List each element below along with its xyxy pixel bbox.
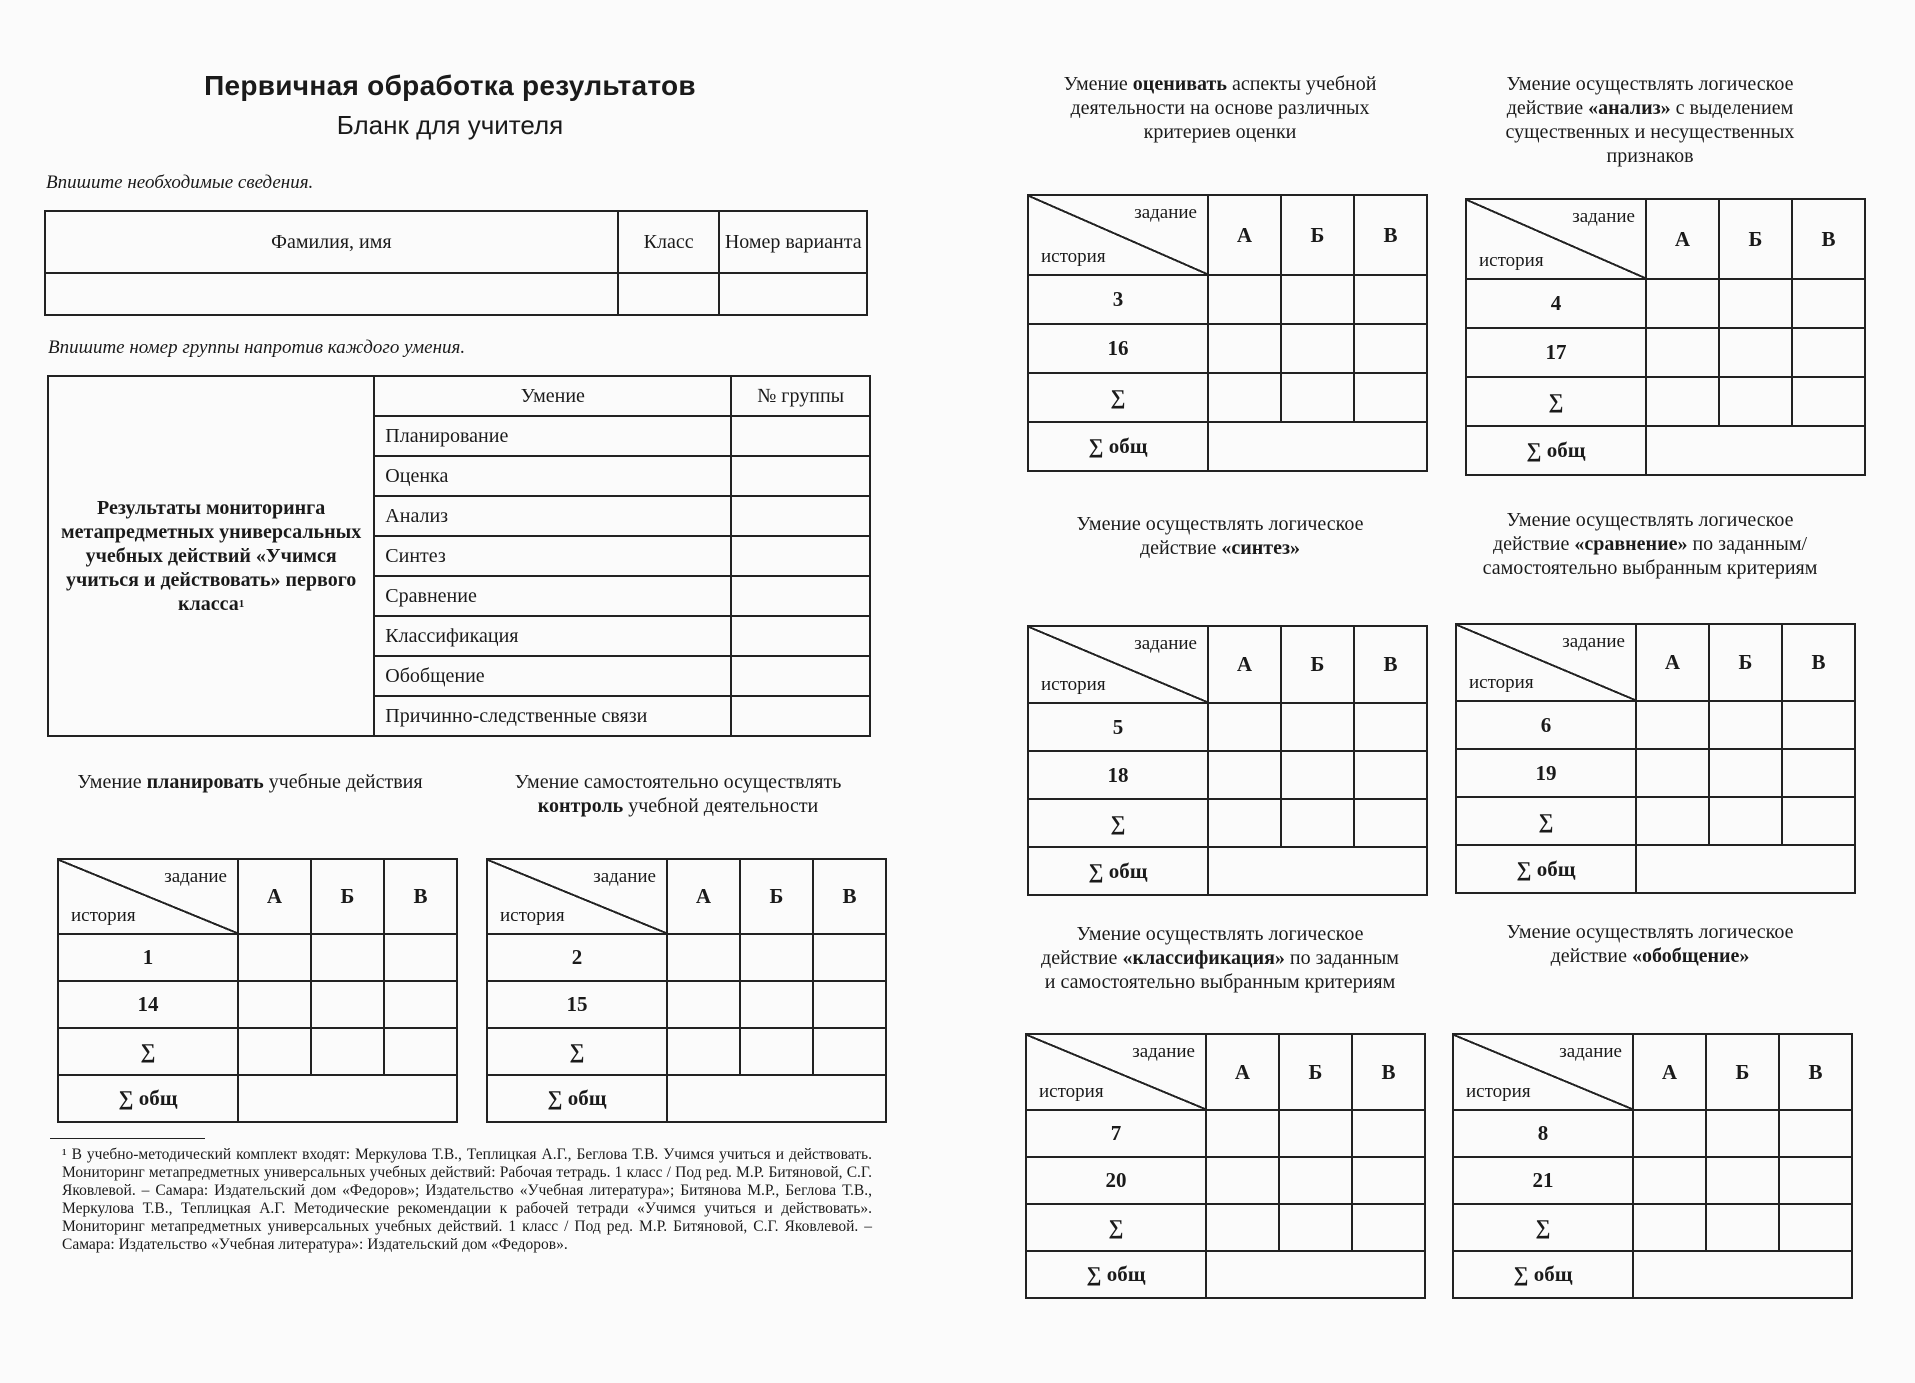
skill-heading-pre: Умение осуществлять логическое действие bbox=[1492, 509, 1794, 555]
sum-total-cell[interactable] bbox=[1206, 1251, 1425, 1298]
column-v-header: В bbox=[1792, 199, 1865, 279]
sum-label: ∑ bbox=[1456, 797, 1636, 845]
skill-heading bbox=[1470, 508, 1830, 580]
page-subtitle: Бланк для учителя bbox=[336, 110, 564, 140]
skill-heading-bold: планировать bbox=[146, 771, 264, 793]
score-cell[interactable] bbox=[1279, 1110, 1352, 1157]
group-field[interactable] bbox=[731, 416, 870, 456]
sum-cell[interactable] bbox=[667, 1028, 740, 1075]
skill-heading-pre: Умение самостоятельно осуществлять bbox=[514, 771, 842, 793]
score-cell[interactable] bbox=[1706, 1110, 1779, 1157]
skill-heading-bold: «синтез» bbox=[1221, 537, 1301, 559]
column-v-header: В bbox=[1779, 1034, 1852, 1110]
sum-cell[interactable] bbox=[1782, 797, 1855, 845]
sum-label: ∑ bbox=[1026, 1204, 1206, 1251]
diagonal-header-cell bbox=[1453, 1034, 1633, 1110]
sum-cell[interactable] bbox=[1281, 373, 1354, 422]
story-number: 4 bbox=[1466, 279, 1646, 328]
story-number: 6 bbox=[1456, 701, 1636, 749]
header-name: Фамилия, имя bbox=[45, 211, 618, 273]
skill-heading-post: по заданным и самостоятельно выбранным критериям bbox=[1044, 947, 1399, 993]
skill-heading-bold: «классификация» bbox=[1122, 947, 1285, 969]
column-a-header: А bbox=[1636, 624, 1709, 701]
story-label: история bbox=[1041, 674, 1106, 695]
header-skill: Умение bbox=[374, 376, 731, 416]
score-cell[interactable] bbox=[667, 981, 740, 1028]
group-field[interactable] bbox=[731, 576, 870, 616]
skill-heading-post: аспекты учебной деятельности на основе различных критериев оценки bbox=[1070, 73, 1377, 143]
sum-total-label: ∑ общ bbox=[1456, 845, 1636, 893]
skill-name: Сравнение bbox=[374, 576, 731, 616]
group-field[interactable] bbox=[731, 656, 870, 696]
score-cell[interactable] bbox=[740, 981, 813, 1028]
footnote-text: ¹ В учебно-методический комплект входят: Меркулова Т.В., Теплицкая А.Г., Беглова Т.В. Учимся учиться и действовать. Мониторинг метапредметных универсальных учебных действий: Рабочая тетрадь. 1 класс / Под ред. М.Р. Битяновой, С.Г. Яковлевой. – Самара: Издательский дом «Федоров»; Издательство «Учебная литература»; Битянова М.Р., Беглова Т.В., Меркулова Т.В., Теплицкая А.Г. Методические рекомендации к рабочей тетради «Учимся учиться и действовать». Мониторинг метапредметных универсальных учебных действий. 1 класс / Под ред. М.Р. Битяновой, С.Г. Яковлевой. – Самара: Издательство «Учебная литература»: Издательский дом «Федоров». bbox=[62, 1146, 872, 1253]
story-number: 17 bbox=[1466, 328, 1646, 377]
column-a-header: А bbox=[1633, 1034, 1706, 1110]
score-cell[interactable] bbox=[1706, 1157, 1779, 1204]
diagonal-header-cell bbox=[1466, 199, 1646, 279]
sum-cell[interactable] bbox=[1279, 1204, 1352, 1251]
skill-heading-pre: Умение bbox=[77, 771, 142, 793]
footnote-mark: 1 bbox=[238, 598, 245, 610]
header-class: Класс bbox=[618, 211, 720, 273]
sum-cell[interactable] bbox=[1709, 797, 1782, 845]
header-group: № группы bbox=[731, 376, 870, 416]
skill-heading bbox=[1470, 920, 1830, 968]
skill-heading-post: учебной деятельности bbox=[628, 795, 819, 817]
sum-cell[interactable] bbox=[813, 1028, 886, 1075]
skill-score-table bbox=[1025, 1033, 1426, 1299]
column-b-header: Б bbox=[740, 859, 813, 934]
sum-cell[interactable] bbox=[1354, 373, 1427, 422]
instruction-groups: Впишите номер группы напротив каждого умения. bbox=[48, 337, 466, 358]
sum-cell[interactable] bbox=[1633, 1204, 1706, 1251]
task-label: задание bbox=[1134, 202, 1197, 223]
score-cell[interactable] bbox=[311, 934, 384, 981]
skill-heading-post: учебные действия bbox=[268, 771, 423, 793]
skill-heading-pre: Умение bbox=[1063, 73, 1128, 95]
column-b-header: Б bbox=[1281, 626, 1354, 703]
column-b-header: Б bbox=[1709, 624, 1782, 701]
score-cell[interactable] bbox=[1719, 279, 1792, 328]
score-cell[interactable] bbox=[1281, 751, 1354, 799]
story-label: история bbox=[1469, 672, 1534, 693]
sum-total-cell[interactable] bbox=[238, 1075, 457, 1122]
skill-name: Оценка bbox=[374, 456, 731, 496]
skill-heading-pre: Умение осуществлять логическое действие bbox=[1506, 921, 1794, 967]
skill-heading-bold: «сравнение» bbox=[1574, 533, 1688, 555]
task-label: задание bbox=[1134, 633, 1197, 654]
score-cell[interactable] bbox=[1633, 1157, 1706, 1204]
score-cell[interactable] bbox=[1206, 1157, 1279, 1204]
story-number: 18 bbox=[1028, 751, 1208, 799]
group-field[interactable] bbox=[731, 696, 870, 736]
skill-name: Обобщение bbox=[374, 656, 731, 696]
task-label: задание bbox=[1132, 1041, 1195, 1062]
column-a-header: А bbox=[1208, 195, 1281, 275]
sum-total-label: ∑ общ bbox=[1453, 1251, 1633, 1298]
sum-label: ∑ bbox=[1453, 1204, 1633, 1251]
score-cell[interactable] bbox=[1352, 1157, 1425, 1204]
skill-score-table bbox=[57, 858, 458, 1123]
score-cell[interactable] bbox=[1279, 1157, 1352, 1204]
story-number: 3 bbox=[1028, 275, 1208, 324]
skill-score-table bbox=[1452, 1033, 1853, 1299]
score-cell[interactable] bbox=[311, 981, 384, 1028]
story-label: история bbox=[1039, 1081, 1104, 1102]
diagonal-header-cell bbox=[58, 859, 238, 934]
sum-cell[interactable] bbox=[1352, 1204, 1425, 1251]
column-b-header: Б bbox=[311, 859, 384, 934]
sum-total-label: ∑ общ bbox=[1466, 426, 1646, 475]
task-label: задание bbox=[164, 866, 227, 887]
task-label: задание bbox=[1572, 206, 1635, 227]
header-variant: Номер варианта bbox=[719, 211, 867, 273]
sum-cell[interactable] bbox=[1281, 799, 1354, 847]
story-number: 20 bbox=[1026, 1157, 1206, 1204]
sum-total-label: ∑ общ bbox=[1028, 422, 1208, 471]
column-v-header: В bbox=[813, 859, 886, 934]
sum-cell[interactable] bbox=[1208, 373, 1281, 422]
score-cell[interactable] bbox=[1779, 1110, 1852, 1157]
diagonal-header-cell bbox=[1026, 1034, 1206, 1110]
instruction-info: Впишите необходимые сведения. bbox=[46, 172, 314, 193]
story-label: история bbox=[500, 905, 565, 926]
skill-heading bbox=[1040, 72, 1400, 144]
skill-score-table bbox=[1455, 623, 1856, 894]
story-label: история bbox=[1479, 250, 1544, 271]
story-number: 7 bbox=[1026, 1110, 1206, 1157]
score-cell[interactable] bbox=[1281, 324, 1354, 373]
story-number: 2 bbox=[487, 934, 667, 981]
sum-cell[interactable] bbox=[1636, 797, 1709, 845]
skill-heading-post: по заданным/самостоятельно выбранным критериям bbox=[1482, 533, 1818, 579]
group-field[interactable] bbox=[731, 496, 870, 536]
story-number: 16 bbox=[1028, 324, 1208, 373]
score-cell[interactable] bbox=[238, 934, 311, 981]
skill-score-table bbox=[1027, 625, 1428, 896]
score-cell[interactable] bbox=[1719, 328, 1792, 377]
column-v-header: В bbox=[1354, 195, 1427, 275]
column-v-header: В bbox=[1354, 626, 1427, 703]
diagonal-header-cell bbox=[1456, 624, 1636, 701]
story-number: 15 bbox=[487, 981, 667, 1028]
monitoring-results-cell bbox=[48, 376, 374, 736]
skill-heading bbox=[498, 770, 858, 818]
score-cell[interactable] bbox=[1208, 703, 1281, 751]
skill-name: Синтез bbox=[374, 536, 731, 576]
score-cell[interactable] bbox=[1281, 275, 1354, 324]
group-field[interactable] bbox=[731, 536, 870, 576]
story-number: 1 bbox=[58, 934, 238, 981]
sum-label: ∑ bbox=[487, 1028, 667, 1075]
sum-label: ∑ bbox=[1028, 373, 1208, 422]
sum-cell[interactable] bbox=[1206, 1204, 1279, 1251]
score-cell[interactable] bbox=[1779, 1157, 1852, 1204]
column-v-header: В bbox=[384, 859, 457, 934]
sum-cell[interactable] bbox=[384, 1028, 457, 1075]
sum-total-label: ∑ общ bbox=[1026, 1251, 1206, 1298]
story-label: история bbox=[1466, 1081, 1531, 1102]
sum-total-label: ∑ общ bbox=[1028, 847, 1208, 895]
story-number: 8 bbox=[1453, 1110, 1633, 1157]
column-a-header: А bbox=[1208, 626, 1281, 703]
sum-label: ∑ bbox=[1028, 799, 1208, 847]
column-a-header: А bbox=[1206, 1034, 1279, 1110]
skill-heading-bold: оценивать bbox=[1132, 73, 1227, 95]
diagonal-header-cell bbox=[487, 859, 667, 934]
story-label: история bbox=[71, 905, 136, 926]
sum-label: ∑ bbox=[58, 1028, 238, 1075]
skill-heading-pre: Умение осуществлять логическое действие bbox=[1041, 923, 1364, 969]
column-b-header: Б bbox=[1281, 195, 1354, 275]
page-title: Первичная обработка результатов bbox=[204, 70, 696, 101]
score-cell[interactable] bbox=[1206, 1110, 1279, 1157]
sum-total-cell[interactable] bbox=[1636, 845, 1855, 893]
story-number: 5 bbox=[1028, 703, 1208, 751]
sum-total-cell[interactable] bbox=[1208, 847, 1427, 895]
skill-heading-bold: контроль bbox=[537, 795, 624, 817]
sum-cell[interactable] bbox=[1779, 1204, 1852, 1251]
task-label: задание bbox=[1559, 1041, 1622, 1062]
skill-name: Классификация bbox=[374, 616, 731, 656]
story-number: 21 bbox=[1453, 1157, 1633, 1204]
diagonal-header-cell bbox=[1028, 195, 1208, 275]
score-cell[interactable] bbox=[1633, 1110, 1706, 1157]
score-cell[interactable] bbox=[238, 981, 311, 1028]
score-cell[interactable] bbox=[384, 981, 457, 1028]
group-field[interactable] bbox=[731, 616, 870, 656]
skill-heading bbox=[70, 770, 430, 794]
score-cell[interactable] bbox=[1208, 275, 1281, 324]
skill-heading bbox=[1470, 72, 1830, 168]
sum-cell[interactable] bbox=[1354, 799, 1427, 847]
student-info-table bbox=[44, 210, 868, 316]
score-cell[interactable] bbox=[1792, 328, 1865, 377]
footnote-divider bbox=[50, 1138, 205, 1139]
score-cell[interactable] bbox=[813, 981, 886, 1028]
score-cell[interactable] bbox=[1709, 701, 1782, 749]
skill-heading bbox=[1040, 922, 1400, 994]
story-label: история bbox=[1041, 246, 1106, 267]
monitoring-results-text: Результаты мониторинга метапредметных универсальных учебных действий «Учимся учиться и действовать» первого класса bbox=[61, 497, 362, 615]
score-cell[interactable] bbox=[1782, 701, 1855, 749]
sum-label: ∑ bbox=[1466, 377, 1646, 426]
skill-name: Планирование bbox=[374, 416, 731, 456]
group-field[interactable] bbox=[731, 456, 870, 496]
skill-score-table bbox=[1027, 194, 1428, 472]
diagonal-header-cell bbox=[1028, 626, 1208, 703]
skill-name: Причинно-следственные связи bbox=[374, 696, 731, 736]
sum-cell[interactable] bbox=[1719, 377, 1792, 426]
score-cell[interactable] bbox=[1281, 703, 1354, 751]
task-label: задание bbox=[593, 866, 656, 887]
score-cell[interactable] bbox=[1782, 749, 1855, 797]
sum-total-label: ∑ общ bbox=[58, 1075, 238, 1122]
sum-total-cell[interactable] bbox=[1208, 422, 1427, 471]
column-b-header: Б bbox=[1279, 1034, 1352, 1110]
skill-heading bbox=[1040, 512, 1400, 560]
sum-total-cell[interactable] bbox=[1646, 426, 1865, 475]
variant-field[interactable] bbox=[719, 273, 867, 315]
skill-heading-bold: «обобщение» bbox=[1631, 945, 1750, 967]
skill-name: Анализ bbox=[374, 496, 731, 536]
column-a-header: А bbox=[238, 859, 311, 934]
score-cell[interactable] bbox=[1709, 749, 1782, 797]
score-cell[interactable] bbox=[740, 934, 813, 981]
score-cell[interactable] bbox=[667, 934, 740, 981]
sum-cell[interactable] bbox=[1706, 1204, 1779, 1251]
score-cell[interactable] bbox=[384, 934, 457, 981]
score-cell[interactable] bbox=[813, 934, 886, 981]
story-number: 19 bbox=[1456, 749, 1636, 797]
score-cell[interactable] bbox=[1636, 701, 1709, 749]
name-field[interactable] bbox=[45, 273, 618, 315]
sum-cell[interactable] bbox=[311, 1028, 384, 1075]
score-cell[interactable] bbox=[1354, 324, 1427, 373]
score-cell[interactable] bbox=[1646, 279, 1719, 328]
sum-cell[interactable] bbox=[1646, 377, 1719, 426]
skill-heading-pre: Умение осуществлять логическое действие bbox=[1506, 73, 1794, 119]
groups-table bbox=[47, 375, 871, 737]
skill-heading-bold: «анализ» bbox=[1588, 97, 1671, 119]
column-v-header: В bbox=[1352, 1034, 1425, 1110]
sum-total-cell[interactable] bbox=[667, 1075, 886, 1122]
score-cell[interactable] bbox=[1636, 749, 1709, 797]
sum-cell[interactable] bbox=[740, 1028, 813, 1075]
column-a-header: А bbox=[667, 859, 740, 934]
skill-score-table bbox=[1465, 198, 1866, 476]
score-cell[interactable] bbox=[1352, 1110, 1425, 1157]
score-cell[interactable] bbox=[1208, 751, 1281, 799]
class-field[interactable] bbox=[618, 273, 720, 315]
score-cell[interactable] bbox=[1354, 751, 1427, 799]
task-label: задание bbox=[1562, 631, 1625, 652]
column-a-header: А bbox=[1646, 199, 1719, 279]
score-cell[interactable] bbox=[1208, 324, 1281, 373]
sum-cell[interactable] bbox=[1792, 377, 1865, 426]
score-cell[interactable] bbox=[1354, 703, 1427, 751]
story-number: 14 bbox=[58, 981, 238, 1028]
sum-total-label: ∑ общ bbox=[487, 1075, 667, 1122]
score-cell[interactable] bbox=[1354, 275, 1427, 324]
sum-total-cell[interactable] bbox=[1633, 1251, 1852, 1298]
column-b-header: Б bbox=[1719, 199, 1792, 279]
score-cell[interactable] bbox=[1646, 328, 1719, 377]
skill-score-table bbox=[486, 858, 887, 1123]
sum-cell[interactable] bbox=[1208, 799, 1281, 847]
skill-heading-pre: Умение осуществлять логическое действие bbox=[1076, 513, 1364, 559]
score-cell[interactable] bbox=[1792, 279, 1865, 328]
column-b-header: Б bbox=[1706, 1034, 1779, 1110]
column-v-header: В bbox=[1782, 624, 1855, 701]
sum-cell[interactable] bbox=[238, 1028, 311, 1075]
skill-heading-post: с выделением существенных и несущественных признаков bbox=[1505, 97, 1795, 167]
